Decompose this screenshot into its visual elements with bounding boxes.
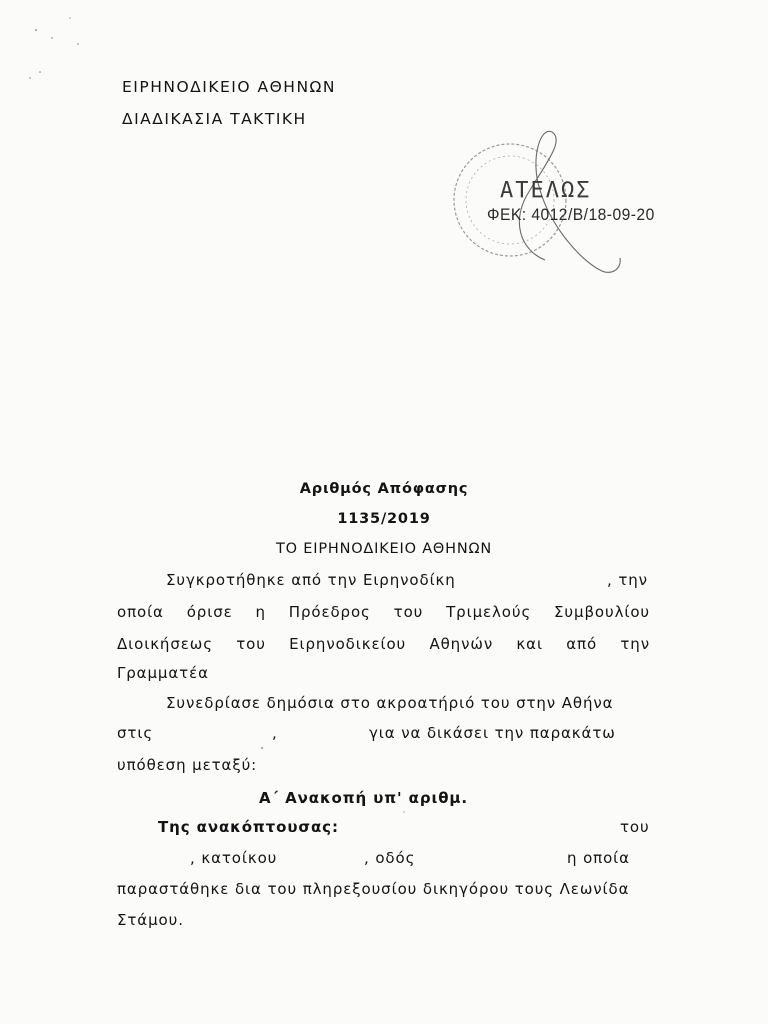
representation-end: Στάμου. (117, 911, 184, 929)
representation-line: παραστάθηκε δια του πληρεξουσίου δικηγόρου τους Λεωνίδα (117, 880, 630, 898)
street-label: , οδός (364, 849, 416, 867)
decision-label: Αριθμός Απόφασης (299, 481, 469, 497)
which-label: η οποία (567, 849, 630, 867)
resident-label: , κατοίκου (190, 849, 278, 867)
stamp-label: ΑΤΕΛΩΣ (500, 178, 592, 203)
stamp-gazette: ΦΕΚ: 4012/Β/18-09-20 (487, 205, 655, 224)
section-heading: Α΄ Ανακοπή υπ' αριθμ. (259, 789, 468, 807)
session-start: στις (117, 724, 154, 742)
session-line-3: υπόθεση μεταξύ: (117, 756, 258, 774)
session-line-1: Συνεδρίασε δημόσια στο ακροατήριό του στην Αθήνα (166, 694, 614, 712)
decision-number: 1135/2019 (337, 511, 431, 527)
session-comma: , (272, 724, 278, 742)
party-label: Της ανακόπτουσας: (158, 818, 339, 836)
session-end: για να δικάσει την παρακάτω (369, 724, 616, 742)
composition-start: Συγκροτήθηκε από την Ειρηνοδίκη (166, 571, 456, 589)
composition-line-3: Διοικήσεως του Ειρηνοδικείου Αθηνών και από την (117, 635, 650, 653)
decision-court: ΤΟ ΕΙΡΗΝΟΔΙΚΕΙΟ ΑΘΗΝΩΝ (276, 541, 492, 557)
court-header: ΕΙΡΗΝΟΔΙΚΕΙΟ ΑΘΗΝΩΝ (122, 78, 336, 96)
procedure-header: ΔΙΑΔΙΚΑΣΙΑ ΤΑΚΤΙΚΗ (122, 110, 307, 128)
composition-line-2: οποία όρισε η Πρόεδρος του Τριμελούς Συμβουλίου (117, 603, 650, 621)
composition-end: , την (607, 571, 648, 589)
party-tou: του (620, 818, 650, 836)
composition-line-4: Γραμματέα (117, 664, 209, 682)
